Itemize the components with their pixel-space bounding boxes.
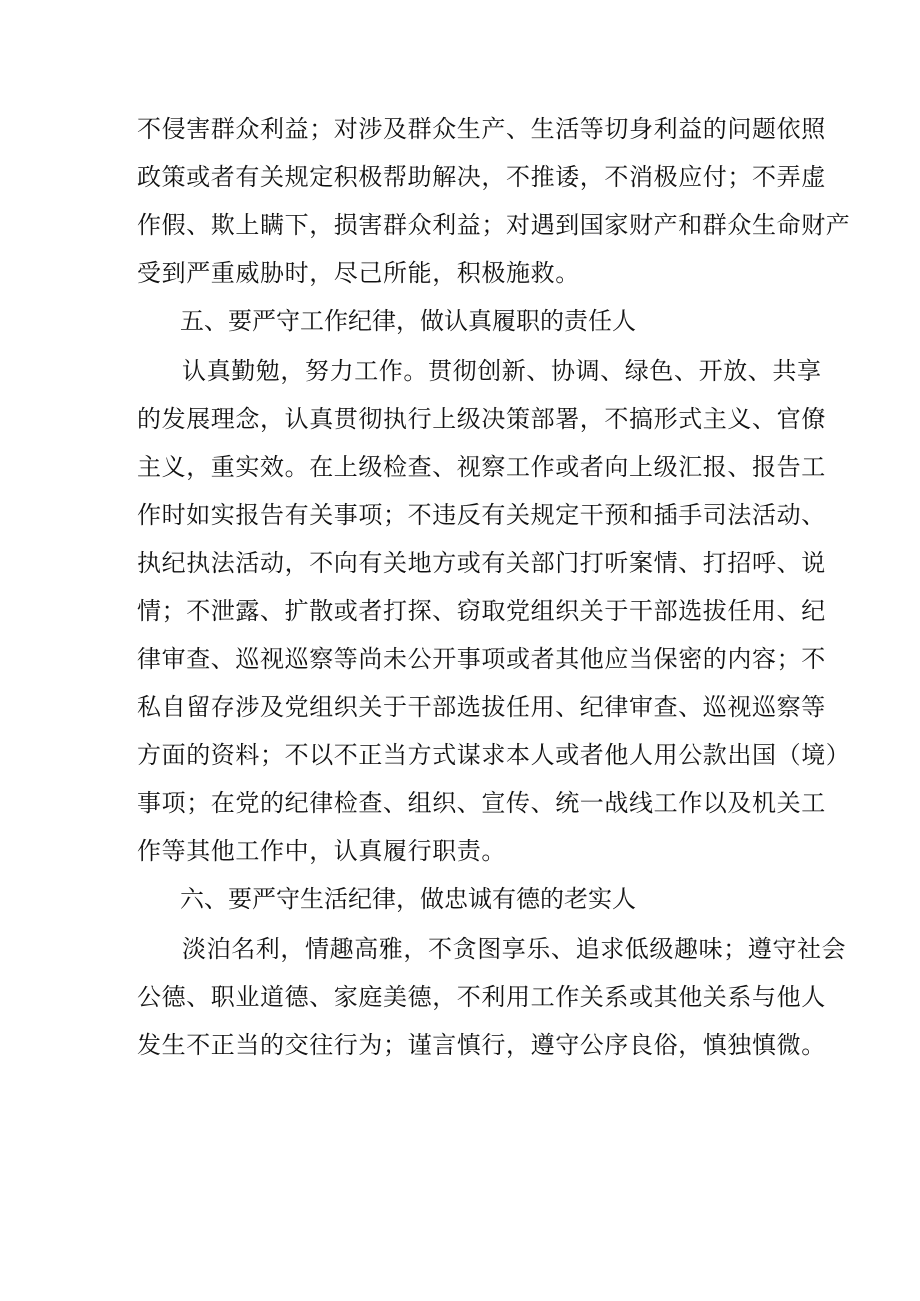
paragraph-line: 执纪执法活动，不向有关地方或有关部门打听案情、打招呼、说 xyxy=(137,549,826,577)
paragraph-line: 主义，重实效。在上级检查、视察工作或者向上级汇报、报告工 xyxy=(137,453,826,481)
paragraph-line: 不侵害群众利益；对涉及群众生产、生活等切身利益的问题依照 xyxy=(137,115,826,143)
section-heading-6: 六、要严守生活纪律，做忠诚有德的老实人 xyxy=(180,885,636,913)
paragraph-line: 事项；在党的纪律检查、组织、宣传、统一战线工作以及机关工 xyxy=(137,789,826,817)
paragraph-line: 公德、职业道德、家庭美德，不利用工作关系或其他关系与他人 xyxy=(137,983,826,1011)
paragraph-line: 受到严重威胁时，尽己所能，积极施救。 xyxy=(137,259,580,287)
paragraph-line: 方面的资料；不以不正当方式谋求本人或者他人用公款出国（境） xyxy=(137,741,851,769)
paragraph-line: 发生不正当的交往行为；谨言慎行，遵守公序良俗，慎独慎微。 xyxy=(137,1031,826,1059)
paragraph-line: 的发展理念，认真贯彻执行上级决策部署，不搞形式主义、官僚 xyxy=(137,405,826,433)
paragraph-line: 作假、欺上瞒下，损害群众利益；对遇到国家财产和群众生命财产 xyxy=(137,211,851,239)
paragraph-line: 作等其他工作中，认真履行职责。 xyxy=(137,837,506,865)
paragraph-line: 作时如实报告有关事项；不违反有关规定干预和插手司法活动、 xyxy=(137,501,826,529)
paragraph-line: 政策或者有关规定积极帮助解决，不推诿，不消极应付；不弄虚 xyxy=(137,163,826,191)
section-heading-5: 五、要严守工作纪律，做认真履职的责任人 xyxy=(180,307,636,335)
paragraph-line: 情；不泄露、扩散或者打探、窃取党组织关于干部选拔任用、纪 xyxy=(137,597,826,625)
paragraph-line: 认真勤勉，努力工作。贯彻创新、协调、绿色、开放、共享 xyxy=(182,357,822,385)
paragraph-line: 律审查、巡视巡察等尚未公开事项或者其他应当保密的内容；不 xyxy=(137,645,826,673)
paragraph-line: 淡泊名利，情趣高雅，不贪图享乐、追求低级趣味；遵守社会 xyxy=(182,935,847,963)
paragraph-line: 私自留存涉及党组织关于干部选拔任用、纪律审查、巡视巡察等 xyxy=(137,693,826,721)
